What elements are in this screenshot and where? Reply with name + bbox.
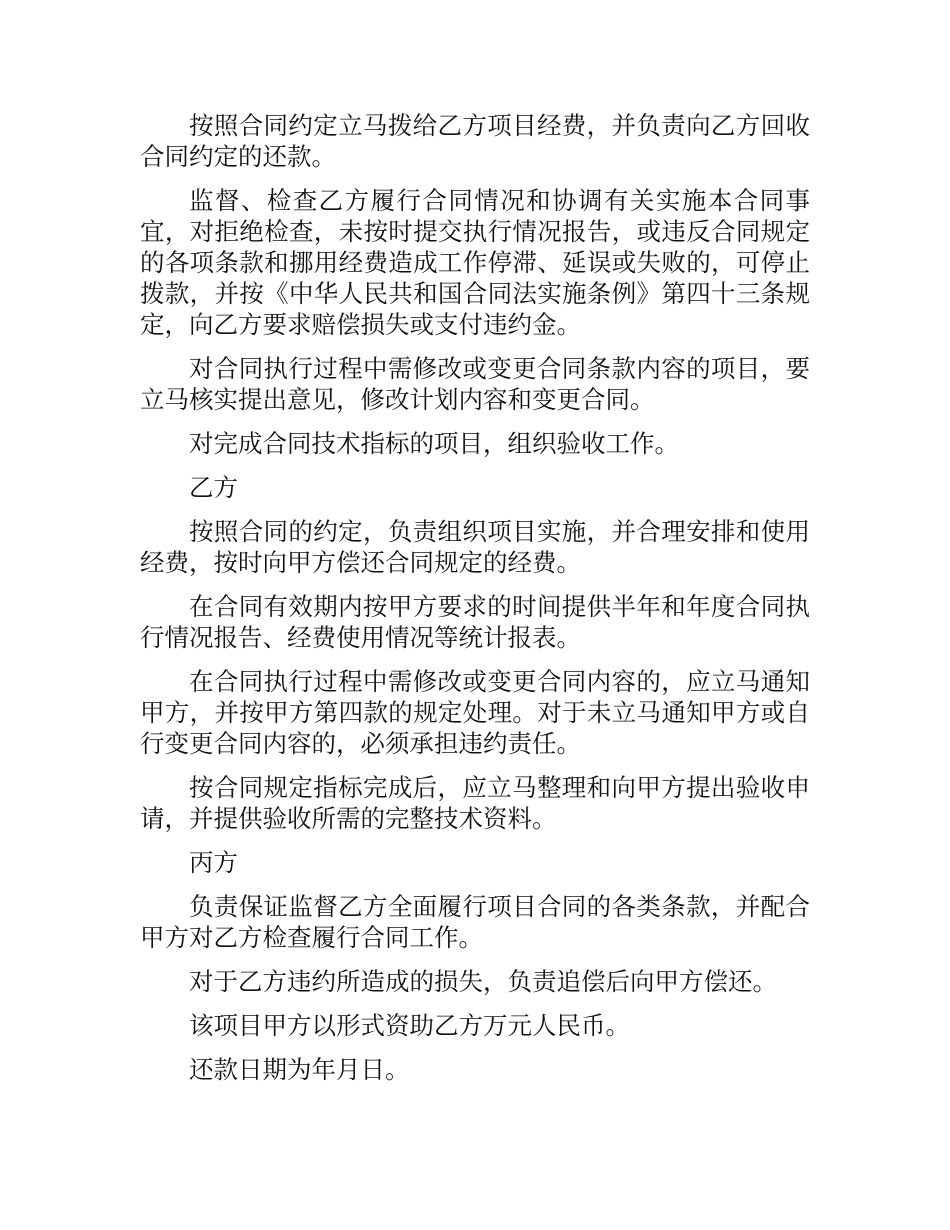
paragraph-party-a-supervision: 监督、检查乙方履行合同情况和协调有关实施本合同事宜，对拒绝检查，未按时提交执行情况报告，或违反合同规定的各项条款和挪用经费造成工作停滞、延误或失败的，可停止拨款，并按《中华人民共和国合同法实施条例》第四十三条规定，向乙方要求赔偿损失或支付违约金。 [140, 186, 810, 339]
heading-party-b: 乙方 [189, 473, 238, 502]
paragraph-party-b-reporting: 在合同有效期内按甲方要求的时间提供半年和年度合同执行情况报告、经费使用情况等统计报表。 [140, 592, 810, 652]
paragraph-repayment-date: 还款日期为年月日。 [189, 1055, 410, 1084]
paragraph-party-c-guarantee: 负责保证监督乙方全面履行项目合同的各类条款，并配合甲方对乙方检查履行合同工作。 [140, 892, 810, 952]
paragraph-party-c-compensation: 对于乙方违约所造成的损失，负责追偿后向甲方偿还。 [189, 967, 777, 996]
heading-party-c: 丙方 [189, 848, 238, 877]
paragraph-party-a-modification: 对合同执行过程中需修改或变更合同条款内容的项目，要立马核实提出意见，修改计划内容和变更合同。 [140, 354, 810, 414]
document-body [140, 110, 810, 1098]
paragraph-party-b-modification: 在合同执行过程中需修改或变更合同内容的，应立马通知甲方，并按甲方第四款的规定处理。对于未立马通知甲方或自行变更合同内容的，必须承担违约责任。 [140, 667, 810, 758]
paragraph-party-a-funding: 按照合同约定立马拨给乙方项目经费，并负责向乙方回收合同约定的还款。 [140, 111, 810, 171]
paragraph-funding-amount: 该项目甲方以形式资助乙方万元人民币。 [189, 1011, 630, 1040]
paragraph-party-b-acceptance: 按合同规定指标完成后，应立马整理和向甲方提出验收申请，并提供验收所需的完整技术资料。 [140, 773, 810, 833]
paragraph-party-a-acceptance: 对完成合同技术指标的项目，组织验收工作。 [189, 429, 679, 458]
paragraph-party-b-implementation: 按照合同的约定，负责组织项目实施，并合理安排和使用经费，按时向甲方偿还合同规定的经费。 [140, 517, 810, 577]
